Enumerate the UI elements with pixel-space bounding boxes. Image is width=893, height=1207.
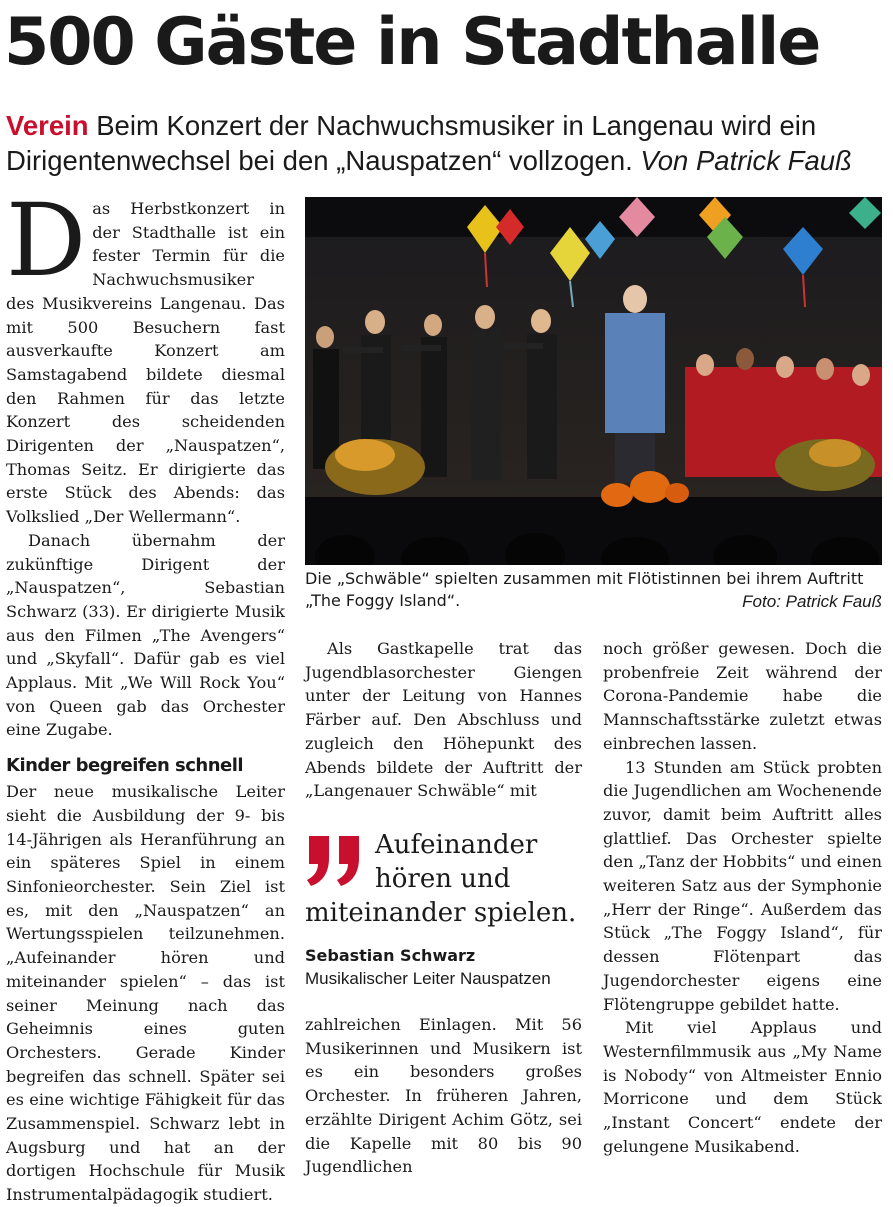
paragraph-6: noch größer gewesen. Doch die probenfreie Zeit während der Corona-Pandemie habe die Mannschaftsstärke zuletzt etwas einbrechen lassen. — [603, 639, 882, 753]
quote-author: Sebastian Schwarz — [305, 946, 476, 965]
photo-caption: Die „Schwäble“ spielten zusammen mit Flötistinnen bei ihrem Auftritt „The Foggy Island“. — [305, 569, 864, 610]
paragraph-3: Der neue musikalische Leiter sieht die Ausbildung der 9- bis 14-Jährigen als Heranführung an ein späteres Spiel in einem Sinfonieorchester. Sein Ziel ist es, mit den „Nauspatzen“ an Wertungsspielen teilzunehmen. „Aufeinander hören und miteinander spielen“ – das ist seiner Meinung nach das Geheimnis eines guten Orchesters. Gerade Kinder begreifen das schnell. Später sei es eine wichtige Fähigkeit für das Zusammenspiel. Schwarz lebt in Augsburg und hat an der dortigen Hochschule für Musik Instrumentalpädagogik studiert. — [6, 782, 285, 1205]
pull-quote — [305, 828, 582, 930]
kicker: Verein — [6, 110, 89, 141]
column-2 — [305, 637, 582, 803]
paragraph-8: Mit viel Applaus und Westernfilmmusik aus „My Name is Nobody“ von Altmeister Ennio Morricone und dem Stück „Instant Concert“ endete der gelungene Musikabend. — [603, 1018, 882, 1156]
section-subtitle: Kinder begreifen schnell — [6, 755, 244, 777]
paragraph-7: 13 Stunden am Stück probten die Jugendlichen am Wochenende zuvor, damit beim Auftritt alles glattlief. Das Orchester spielte den „Tanz der Hobbits“ und einen weiteren Satz aus der Symphonie „Herr der Ringe“. Außerdem das Stück „The Foggy Island“, für dessen Flötenpart das Jugendorchester eigens eine Flötengruppe gebildet hatte. — [603, 757, 882, 1014]
paragraph-1-text: as Herbstkonzert in der Stadthalle ist ein fester Termin für die Nachwuchsmusiker des Musikvereins Langenau. Das mit 500 Besuchern fast ausverkaufte Konzert am Samstagabend bildete diesmal den Rahmen für das letzte Konzert des scheidenden Dirigenten der „Nauspatzen“, Thomas Seitz. Er dirigierte das erste Stück des Abends: das Volkslied „Der Wellermann“. — [6, 199, 285, 527]
column-1 — [6, 182, 285, 1207]
quote-author-role: Musikalischer Leiter Nauspatzen — [305, 969, 551, 988]
subheadline — [6, 108, 886, 178]
concert-photo — [305, 197, 882, 565]
headline: 500 Gäste in Stadthalle — [4, 5, 820, 80]
paragraph-2: Danach übernahm der zukünftige Dirigent der „Nauspatzen“, Sebastian Schwarz (33). Er dirigierte Musik aus den Filmen „The Avengers“ und „Skyfall“. Dafür gab es viel Applaus. Mit „We Will Rock You“ von Queen gab das Orchester eine Zugabe. — [6, 530, 285, 740]
photo-credit: Foto: Patrick Fauß — [742, 592, 882, 611]
pull-quote-line-2: hören und — [375, 864, 511, 894]
paragraph-1 — [6, 182, 285, 529]
lead-text: Beim Konzert der Nachwuchsmusiker in Langenau wird ein Dirigentenwechsel bei den „Nauspatzen“ vollzogen. — [6, 110, 817, 176]
pull-quote-line-1: Aufeinander — [375, 830, 538, 860]
column-2-continued — [305, 1013, 582, 1179]
drop-cap: D — [6, 182, 87, 299]
concert-photo-illustration — [305, 197, 882, 565]
byline: Von Patrick Fauß — [640, 145, 852, 176]
paragraph-4: Als Gastkapelle trat das Jugendblasorchester Giengen unter der Leitung von Hannes Färber auf. Den Abschluss und zugleich den Höhepunkt des Abends bildete der Auftritt der „Langenauer Schwäble“ mit — [305, 639, 582, 801]
pull-quote-line-3: miteinander spielen. — [305, 898, 577, 928]
column-3 — [603, 637, 882, 1158]
paragraph-5: zahlreichen Einlagen. Mit 56 Musikerinnen und Musikern ist es ein besonders großes Orchester. In früheren Jahren, erzählte Dirigent Achim Götz, sei die Kapelle mit 80 bis 90 Jugendlichen — [305, 1015, 582, 1177]
